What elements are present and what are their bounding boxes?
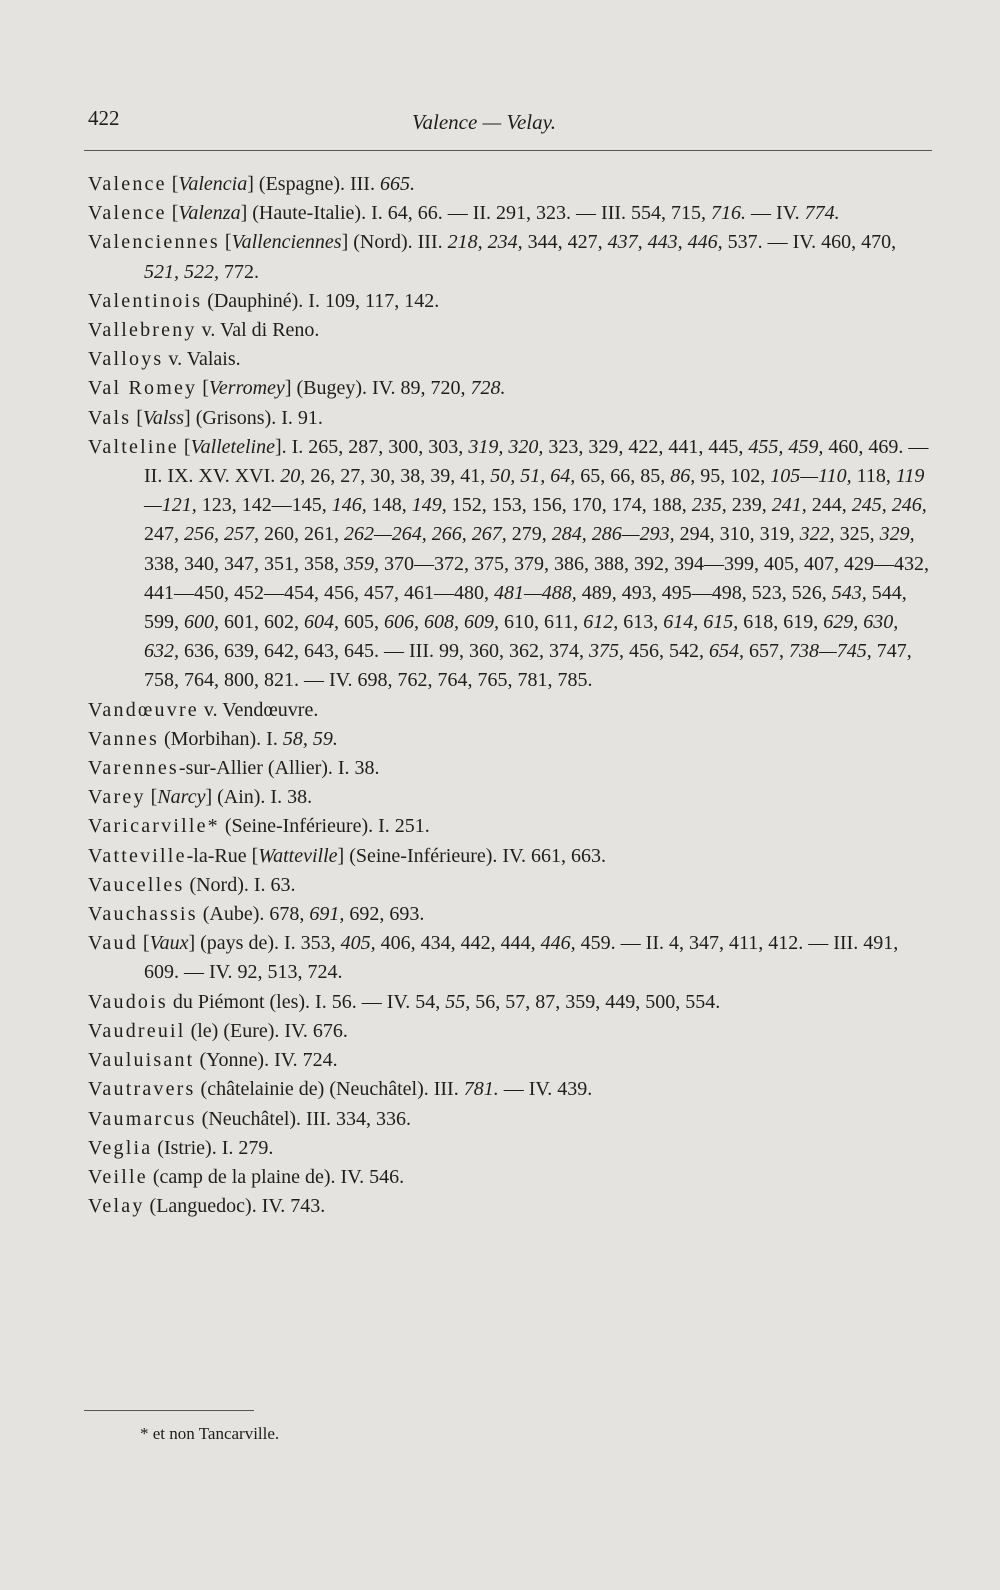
entry-text: 692, 693. — [344, 903, 425, 926]
entry-italic-ref: 146, — [331, 494, 367, 517]
entry-text: (Languedoc). IV. 743. — [144, 1195, 326, 1218]
index-entry — [88, 929, 934, 987]
entry-italic-ref: Valleteline — [190, 435, 275, 458]
entry-text: 95, 102, — [695, 465, 771, 488]
entry-text: (Nord). I. 63. — [184, 873, 296, 896]
entry-italic-ref: 86, — [670, 465, 696, 488]
index-entry — [88, 374, 934, 403]
index-entry — [88, 900, 934, 929]
index-entry — [88, 871, 934, 900]
entry-text: 260, 261, — [259, 523, 344, 546]
entry-text: [ — [137, 932, 150, 955]
entry-italic-ref: 375, — [588, 640, 624, 663]
entry-text: 152, 153, 156, 170, 174, 188, — [446, 494, 692, 517]
entry-text: (Istrie). I. 279. — [152, 1136, 274, 1159]
entry-italic-ref: Watteville — [258, 844, 338, 867]
entry-italic-ref: 284, 286—293, — [551, 523, 675, 546]
entry-headword: Vauluisant — [88, 1049, 195, 1072]
entry-text: (Yonne). IV. 724. — [194, 1049, 338, 1072]
entry-text: 247, — [144, 523, 184, 546]
entry-headword: Veglia — [88, 1136, 153, 1159]
entry-italic-ref: 55, — [445, 990, 471, 1013]
entry-italic-ref: 521, 522, — [144, 260, 219, 283]
entry-text: 148, — [366, 494, 412, 517]
entry-text: 370—372, 375, 379, 386, 388, 392, 394—399, 405, 407, 429—432, 441—450, 452—454, 456, 457, 461—480, — [144, 552, 929, 604]
entry-text: 406, 434, 442, 444, — [375, 932, 541, 955]
entry-headword: Vals — [88, 406, 132, 429]
index-entry — [88, 1192, 934, 1221]
entry-text: ] (Nord). III. — [341, 231, 448, 254]
entry-italic-ref: 329, — [879, 523, 915, 546]
entry-italic-ref: 262—264, 266, 267, — [344, 523, 507, 546]
index-entry — [88, 812, 934, 841]
entry-text: 460, 469. — II. IX. XV. XVI. — [144, 435, 929, 488]
index-entry — [88, 988, 934, 1017]
entry-text: [ — [178, 435, 191, 458]
entry-text: [ — [145, 786, 158, 809]
entry-headword: Valenciennes — [88, 231, 220, 254]
entry-italic-ref: 105—110, — [770, 465, 852, 488]
index-entry — [88, 170, 934, 199]
entry-italic-ref: 405, — [340, 932, 376, 955]
index-entries — [88, 170, 934, 1221]
entry-text: v. Val di Reno. — [196, 319, 320, 342]
entry-italic-ref: Vaux — [149, 932, 189, 955]
entry-text: 544, 599, — [144, 581, 907, 634]
entry-text: 610, 611, — [499, 611, 584, 634]
index-entry — [88, 228, 934, 286]
index-entry — [88, 287, 934, 316]
entry-italic-ref: 716. — [711, 202, 747, 225]
entry-text: 344, 427, — [522, 231, 608, 254]
entry-text: 323, 329, 422, 441, 445, — [543, 435, 749, 458]
entry-text: v. Valais. — [163, 348, 241, 371]
entry-text: ] (Haute-Italie). I. 64, 66. — II. 291, 323. — III. 554, 715, — [240, 202, 712, 225]
entry-italic-ref: 738—745, — [788, 640, 872, 663]
entry-italic-ref: Narcy — [157, 786, 206, 809]
entry-italic-ref: 245, 246, — [851, 494, 927, 517]
entry-text: 456, 542, — [623, 640, 709, 663]
entry-headword: Varennes — [88, 757, 179, 780]
index-entry — [88, 1017, 934, 1046]
entry-text: (Seine-Inférieure). I. 251. — [219, 815, 430, 838]
entry-headword: Vaudreuil — [88, 1019, 186, 1042]
entry-italic-ref: 437, 443, 446, — [607, 231, 723, 254]
entry-headword: Valentinois — [88, 289, 203, 312]
entry-text: 56, 57, 87, 359, 449, 500, 554. — [470, 990, 721, 1013]
entry-text: 239, — [726, 494, 772, 517]
entry-italic-ref: 359, — [344, 552, 379, 575]
entry-text: du Piémont (les). I. 56. — IV. 54, — [167, 990, 446, 1013]
entry-italic-ref: 241, — [771, 494, 807, 517]
entry-text: (le) (Eure). IV. 676. — [185, 1019, 348, 1042]
entry-text: 294, 310, 319, — [674, 523, 800, 546]
entry-text: 65, 66, 85, — [575, 465, 671, 488]
entry-italic-ref: 218, 234, — [447, 231, 523, 254]
entry-italic-ref: 446, — [540, 932, 576, 955]
entry-italic-ref: Valenza — [178, 202, 241, 225]
entry-text: 636, 639, 642, 643, 645. — III. 99, 360, 362, 374, — [179, 640, 589, 663]
entry-text: (châtelainie de) (Neuchâtel). III. — [195, 1078, 464, 1101]
entry-headword: Vaucelles — [88, 873, 185, 896]
entry-italic-ref: 728. — [470, 377, 506, 400]
index-entry — [88, 1046, 934, 1075]
entry-text: 613, — [618, 611, 664, 634]
entry-italic-ref: 606, 608, 609, — [384, 611, 499, 634]
entry-headword: Valence — [88, 202, 167, 225]
entry-text: 747, 758, 764, 800, 821. — IV. 698, 762, 764, 765, 781, 785. — [144, 640, 912, 692]
entry-text: -la-Rue [ — [186, 844, 259, 867]
page-number: 422 — [88, 106, 120, 130]
entry-text: 618, 619, — [738, 611, 824, 634]
entry-text: [ — [166, 202, 179, 225]
entry-text: ] (Espagne). III. — [247, 173, 380, 195]
entry-headword: Vandœuvre — [88, 698, 199, 721]
entry-italic-ref: 58, 59. — [282, 727, 338, 750]
entry-text: ] (Seine-Inférieure). IV. 661, 663. — [337, 844, 606, 867]
entry-text: (Neuchâtel). III. 334, 336. — [196, 1107, 412, 1130]
entry-text: ] (Ain). I. 38. — [205, 786, 313, 809]
index-entry — [88, 345, 934, 374]
entry-text: 489, 493, 495—498, 523, 526, — [576, 581, 832, 604]
entry-italic-ref: 612, — [583, 611, 619, 634]
entry-text: [ — [219, 231, 232, 254]
entry-text: ] (pays de). I. 353, — [188, 932, 341, 955]
entry-text: 459. — II. 4, 347, 411, 412. — III. 491, 609. — IV. 92, 513, 724. — [144, 932, 899, 984]
header-rule — [84, 150, 932, 151]
entry-headword: Valence — [88, 173, 167, 195]
entry-headword: Vauchassis — [88, 903, 198, 926]
entry-italic-ref: 629, 630, 632, — [144, 611, 899, 663]
entry-text: 657, — [743, 640, 789, 663]
index-entry — [88, 842, 934, 871]
footnote: * et non Tancarville. — [140, 1424, 280, 1443]
entry-italic-ref: 614, 615, — [663, 611, 739, 634]
entry-text: -sur-Allier (Allier). I. 38. — [178, 757, 380, 780]
entry-text: 118, — [851, 465, 896, 488]
entry-italic-ref: Valss — [142, 406, 185, 429]
entry-headword: Varicarville* — [88, 815, 220, 838]
entry-headword: Valloys — [88, 348, 164, 371]
entry-text: 605, — [339, 611, 384, 634]
index-entry — [88, 783, 934, 812]
index-entry — [88, 199, 934, 228]
entry-text: [ — [197, 377, 209, 400]
entry-italic-ref: 50, 51, 64, — [490, 465, 576, 488]
entry-text: ] (Grisons). I. 91. — [184, 406, 323, 429]
entry-text: (Morbihan). I. — [158, 727, 283, 750]
index-entry — [88, 316, 934, 345]
index-entry — [88, 1105, 934, 1134]
index-entry — [88, 433, 934, 696]
entry-text: [ — [131, 406, 143, 429]
entry-headword: Vallebreny — [88, 319, 197, 342]
entry-text: 26, 27, 30, 38, 39, 41, — [305, 465, 491, 488]
entry-text: 772. — [219, 260, 259, 283]
index-entry — [88, 1134, 934, 1163]
index-entry — [88, 696, 934, 725]
entry-headword: Vaud — [88, 932, 138, 955]
entry-italic-ref: 149, — [411, 494, 447, 517]
entry-text: 279, — [506, 523, 552, 546]
entry-italic-ref: Verromey — [208, 377, 285, 400]
entry-italic-ref: 781. — [463, 1078, 499, 1101]
entry-text: — IV. 439. — [498, 1078, 593, 1101]
index-entry — [88, 1075, 934, 1104]
entry-headword: Val Romey — [88, 377, 198, 400]
index-entry — [88, 754, 934, 783]
entry-text: 338, 340, 347, 351, 358, — [144, 552, 344, 575]
index-entry — [88, 1163, 934, 1192]
entry-italic-ref: 691, — [309, 903, 345, 926]
entry-text: 244, — [806, 494, 852, 517]
entry-italic-ref: 481—488, — [494, 581, 577, 604]
entry-italic-ref: 322, — [799, 523, 835, 546]
entry-text: — IV. — [746, 202, 805, 225]
entry-text: v. Vendœuvre. — [198, 698, 319, 721]
index-entry — [88, 404, 934, 433]
entry-italic-ref: 235, — [691, 494, 727, 517]
entry-headword: Valteline — [88, 435, 179, 458]
entry-headword: Veille — [88, 1165, 148, 1188]
entry-headword: Vaumarcus — [88, 1107, 197, 1130]
entry-text: 123, 142—145, — [196, 494, 332, 517]
index-entry — [88, 725, 934, 754]
entry-italic-ref: 600, — [184, 611, 219, 634]
entry-text: (Aube). 678, — [197, 903, 310, 926]
entry-italic-ref: 654, — [708, 640, 744, 663]
entry-text: [ — [166, 173, 179, 195]
entry-text: 537. — IV. 460, 470, — [722, 231, 897, 254]
entry-italic-ref: 119—121, — [144, 465, 925, 517]
entry-text: (Dauphiné). I. 109, 117, 142. — [202, 289, 440, 312]
entry-headword: Vannes — [88, 727, 159, 750]
entry-italic-ref: Valencia — [178, 173, 248, 195]
entry-headword: Velay — [88, 1195, 145, 1218]
entry-headword: Vaudois — [88, 990, 168, 1013]
entry-italic-ref: 455, 459, — [748, 435, 824, 458]
entry-text: (camp de la plaine de). IV. 546. — [147, 1165, 405, 1188]
entry-italic-ref: 256, 257, — [184, 523, 259, 546]
entry-headword: Vautravers — [88, 1078, 196, 1101]
entry-italic-ref: Vallenciennes — [231, 231, 342, 254]
entry-italic-ref: 20, — [280, 465, 306, 488]
entry-italic-ref: 319, 320, — [468, 435, 544, 458]
entry-text: ] (Bugey). IV. 89, 720, — [284, 377, 471, 400]
entry-text: 325, — [834, 523, 880, 546]
entry-italic-ref: 604, — [304, 611, 339, 634]
entry-headword: Vatteville — [88, 844, 187, 867]
entry-italic-ref: 774. — [804, 202, 840, 225]
entry-text: ]. I. 265, 287, 300, 303, — [274, 435, 469, 458]
entry-italic-ref: 665. — [379, 173, 415, 195]
entry-italic-ref: 543, — [831, 581, 867, 604]
entry-headword: Varey — [88, 786, 146, 809]
footnote-rule — [84, 1410, 254, 1411]
running-title: Valence — Velay. — [412, 110, 557, 134]
entry-text: 601, 602, — [219, 611, 304, 634]
